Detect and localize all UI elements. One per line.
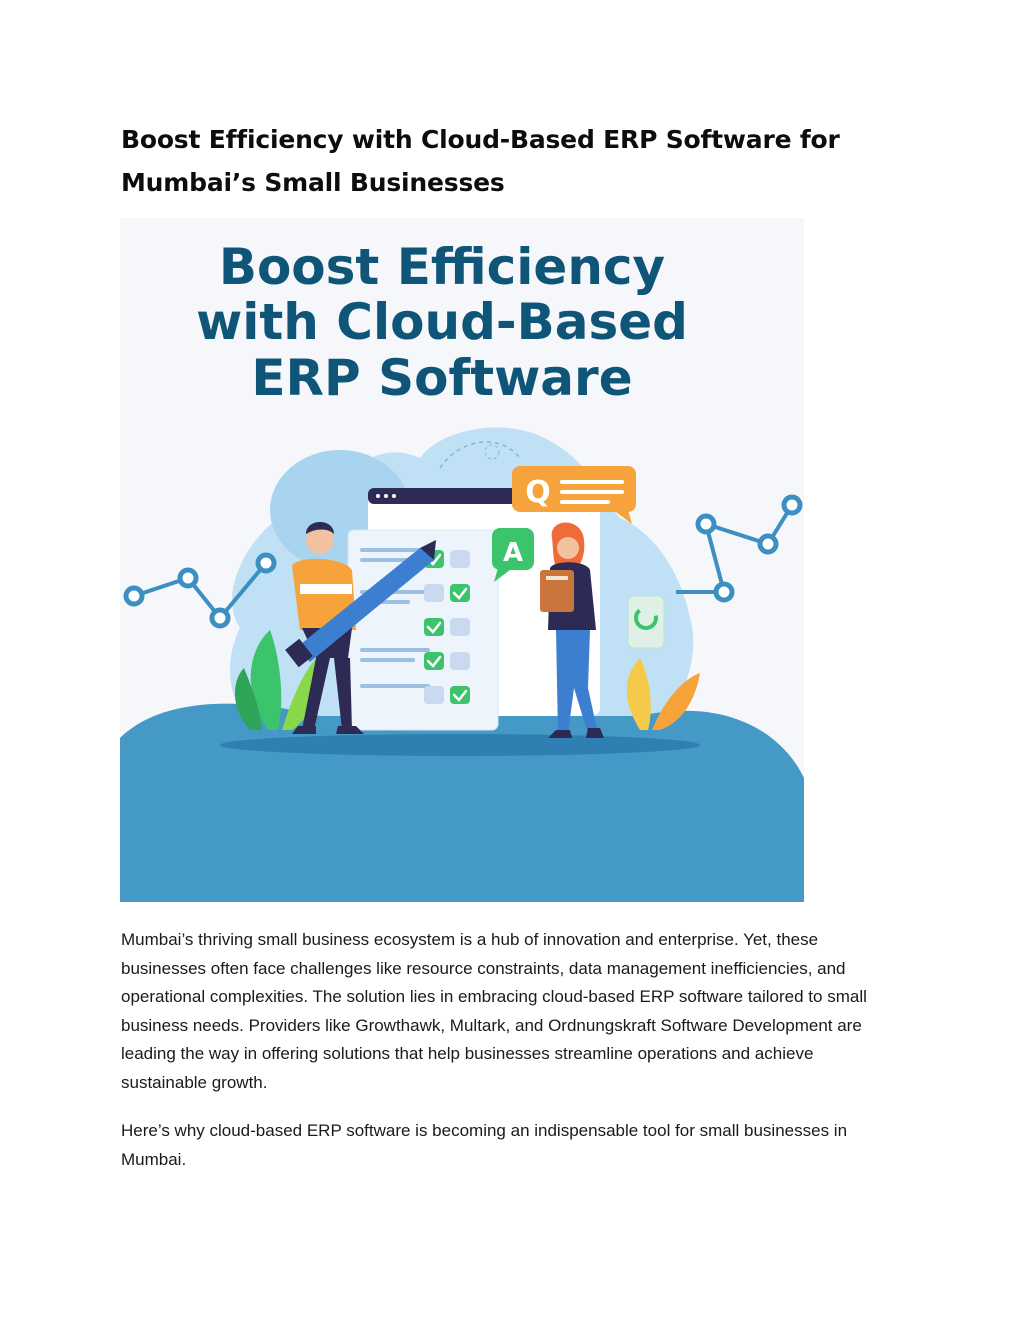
svg-text:Q: Q	[525, 475, 551, 510]
svg-text:A: A	[502, 538, 524, 568]
hero-illustration	[120, 218, 804, 902]
why-paragraph: Here’s why cloud-based ERP software is becoming an indispensable tool for small businesses in Mumbai.	[121, 1121, 848, 1169]
hero-headline-line-3: ERP Software	[251, 349, 633, 407]
intro-paragraph: Mumbai’s thriving small business ecosystem is a hub of innovation and enterprise. Yet, these businesses often face challenges like resource constraints, data management inefficiencies, and operational complexities. The solution lies in embracing cloud-based ERP software tailored to small business needs. Providers like Growthawk, Multark, and Ordnungskraft Software Development are leading the way in offering solutions that help businesses streamline operations and achieve sustainable growth.	[121, 930, 867, 1092]
hero-headline-line-1: Boost Efficiency	[218, 238, 666, 296]
page-title: Boost Efficiency with Cloud-Based ERP Software for Mumbai’s Small Businesses	[121, 125, 840, 197]
ground-shape	[120, 704, 804, 902]
hero-headline-line-2: with Cloud-Based	[196, 293, 688, 351]
